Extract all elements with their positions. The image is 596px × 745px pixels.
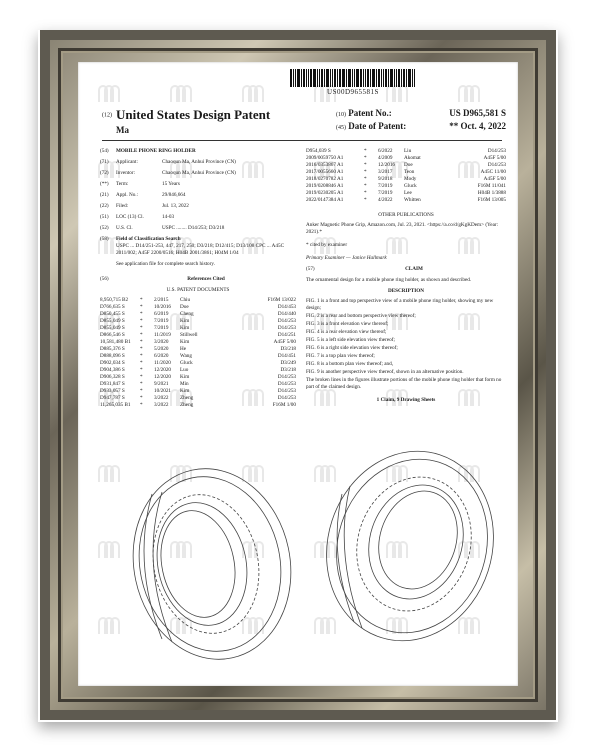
reference-d: 4/2009 [378,155,393,161]
classification-note: See application file for complete search history. [116,261,215,267]
reference-row [306,169,506,176]
reference-d: 11/2020 [154,360,171,366]
barcode-bar [334,69,336,87]
reference-no: 2018/0270782 A1 [306,176,344,182]
barcode-bar [346,69,347,87]
reference-k: * [140,304,143,310]
reference-k: * [140,346,143,352]
barcode-bar [324,69,325,87]
field-value: 29/846,664 [162,192,186,198]
references-list [100,297,296,409]
reference-row [100,339,296,346]
barcode-bar [310,69,312,87]
reference-no: D904,386 S [100,367,125,373]
reference-d: 2/2015 [154,297,169,303]
header-code: (12) [102,112,112,119]
field-value: Chaoqun Ma, Anhui Province (CN) [162,159,236,165]
reference-a: Whitten [404,197,421,203]
claim-code: (57) [306,266,315,272]
reference-d: 5/2020 [154,346,169,352]
reference-c: F16M 1/00 [272,402,296,408]
barcode-bar [337,69,338,87]
reference-no: D933,057 S [100,388,125,394]
reference-a: Kim [180,374,190,380]
field-code: (21) [100,192,109,198]
reference-a: Doe [404,162,413,168]
reference-k: * [140,318,143,324]
reference-no: D888,096 S [100,353,125,359]
reference-k: * [140,374,143,380]
claims-sheets-footer: 1 Claim, 9 Drawing Sheets [376,397,436,403]
barcode-bar [396,69,397,87]
date-label: Date of Patent: [348,121,407,131]
reference-row [100,297,296,304]
description-item: FIG. 2 is a rear and bottom perspective view thereof; [306,313,416,319]
reference-c: D14/253 [277,381,296,387]
reference-row [100,318,296,325]
reference-row [100,311,296,318]
field-label: Appl. No.: [116,192,139,198]
reference-a: Luo [180,367,189,373]
barcode-bar [406,69,407,87]
reference-row [100,353,296,360]
field-label: Field of Classification Search [116,236,181,242]
reference-k: * [364,197,367,203]
barcode-bar [349,69,351,87]
reference-row [306,197,506,204]
reference-row [306,183,506,190]
watermark-logo-icon [168,82,194,104]
reference-k: * [364,155,367,161]
reference-c: D14/253 [277,318,296,324]
description-item: FIG. 4 is a rear elevation view thereof; [306,329,387,335]
barcode-bar [342,69,345,87]
reference-a: Zheng [180,395,194,401]
reference-d: 7/2019 [154,325,169,331]
barcode-bar [356,69,359,87]
reference-d: 3/2017 [378,169,393,175]
description-item: FIG. 5 is a left side elevation view thereof; [306,337,395,343]
field-value: Chaoqun Ma, Anhui Province (CN) [162,170,236,176]
reference-d: 3/2022 [154,395,169,401]
barcode-bar [378,69,380,87]
reference-k: * [140,325,143,331]
barcode-bar [390,69,393,87]
reference-a: Gluck [180,360,193,366]
barcode-bar [401,69,402,87]
reference-row [100,346,296,353]
reference-k: * [140,395,143,401]
reference-no: 2019/0230205 A1 [306,190,344,196]
reference-no: D855,049 S [100,325,125,331]
reference-no: D866,546 S [100,332,125,338]
patent-number-row [336,108,506,118]
barcode-bar [365,69,366,87]
barcode-bar [317,69,318,87]
reference-c: D3/249 [280,360,296,366]
barcode-bar [367,69,369,87]
barcode-bar [339,69,341,87]
reference-d: 7/2019 [378,190,393,196]
reference-k: * [140,339,143,345]
reference-d: 6/2020 [154,353,169,359]
reference-d: 4/2022 [378,197,393,203]
barcode-bar [363,69,364,87]
patent-no-label: Patent No.: [348,108,392,118]
reference-k: * [140,332,143,338]
reference-no: D947,787 S [100,395,125,401]
reference-k: * [140,353,143,359]
reference-no: 2019/0208846 A1 [306,183,344,189]
field-code: (71) [100,159,109,165]
reference-k: * [140,381,143,387]
date-code: (45) [336,125,346,131]
barcode-bar [326,69,329,87]
reference-row [100,332,296,339]
reference-c: A45F 5/00 [483,176,506,182]
barcode-bar [376,69,377,87]
reference-c: D14/253 [277,374,296,380]
reference-c: D14/253 [277,325,296,331]
reference-no: D906,328 S [100,374,125,380]
description-item: The broken lines in the figures illustrate portions of the mobile phone ring holder that form no part of the claimed design. [306,377,502,390]
reference-c: D14/253 [487,162,506,168]
barcode-bar [394,69,395,87]
header-rule [102,140,502,141]
date-mark: ** [449,121,459,131]
barcode-bar [412,69,413,87]
reference-no: 10,581,480 B1 [100,339,131,345]
field-value: 15 Years [162,181,180,187]
barcode-bar [293,69,294,87]
reference-c: F16M 11/041 [477,183,506,189]
barcode-bar [403,69,405,87]
refs-subtitle: U.S. PATENT DOCUMENTS [166,287,230,293]
description-item: FIG. 7 is a top plan view thereof; [306,353,375,359]
reference-a: Lee [404,190,412,196]
barcode-bar [319,69,320,87]
barcode-bar [372,69,375,87]
description-item: FIG. 3 is a front elevation view thereof; [306,321,389,327]
reference-d: 6/2019 [154,311,169,317]
reference-row [100,367,296,374]
reference-row [100,374,296,381]
left-ring-figure [116,454,309,674]
reference-k: * [140,367,143,373]
claim-text: The ornamental design for a mobile phone ring holder, as shown and described. [306,277,472,283]
reference-d: 7/2019 [154,318,169,324]
reference-c: D14/253 [277,388,296,394]
reference-a: Wang [180,353,192,359]
reference-k: * [364,162,367,168]
field-value: MOBILE PHONE RING HOLDER [116,148,196,154]
barcode-bar [398,69,400,87]
patent-no-code: (10) [336,112,346,118]
reference-no: 11,265,035 B1 [100,402,131,408]
reference-row [100,381,296,388]
field-code: (58) [100,236,109,242]
reference-c: F16M 13/022 [267,297,296,303]
reference-no: D766,635 S [100,304,125,310]
description-item: FIG. 6 is a right side elevation view thereof; [306,345,398,351]
description-list [306,298,506,391]
barcode-bar [408,69,411,87]
barcode-bar [383,69,384,87]
primary-examiner: Primary Examiner — Janice Hallmark [306,255,387,261]
reference-d: 11/2019 [154,332,171,338]
reference-k: * [140,402,143,408]
patent-header-right [336,108,506,134]
reference-no: 2017/0055660 A1 [306,169,344,175]
reference-row [306,190,506,197]
reference-a: Doe [180,304,189,310]
barcode-bar [290,69,292,87]
field-value: Jul. 13, 2022 [162,203,189,209]
field-value: USPC ........ D14/253; D3/218 [162,225,225,231]
barcode-bar [295,69,296,87]
description-item: FIG. 8 is a bottom plan view thereof; and, [306,361,394,367]
barcode-bar [330,69,331,87]
reference-d: 9/2021 [154,381,169,387]
reference-a: Gluck [404,183,417,189]
description-item: FIG. 1 is a front and top perspective view of a mobile phone ring holder, showing my new design; [306,298,494,311]
description-item: FIG. 9 is another perspective view thereof, shown in an alternative position. [306,369,464,375]
field-label: Term: [116,181,129,187]
reference-a: Zheng [180,402,194,408]
field-code: (**) [100,181,109,187]
reference-k: * [140,388,143,394]
inventor-surname: Ma [116,125,129,135]
reference-row [306,155,506,162]
references-heading [100,276,296,283]
watermark-logo-icon [240,82,266,104]
field-code: (22) [100,203,109,209]
reference-c: D3/218 [280,346,296,352]
reference-d: 12/2016 [378,162,396,168]
reference-a: Kim [180,318,190,324]
field-label: LOC (13) Cl. [116,214,144,220]
reference-d: 7/2019 [378,183,393,189]
reference-a: Kim [180,339,190,345]
reference-a: Mody [404,176,417,182]
reference-no: 2016/0353867 A1 [306,162,344,168]
reference-k: * [364,148,367,154]
reference-no: D855,049 S [100,318,125,324]
field-label: Inventor: [116,170,136,176]
reference-row [100,395,296,402]
reference-c: A45F 5/00 [483,155,506,161]
reference-row [100,402,296,409]
barcode [290,69,416,87]
reference-a: Teon [404,169,415,175]
barcode-bar [354,69,355,87]
reference-c: A45C 11/00 [480,169,506,175]
reference-d: 3/2020 [154,339,169,345]
right-column [306,148,506,404]
reference-k: * [140,360,143,366]
bib-field [100,159,296,166]
bib-field [100,148,296,155]
reference-no: D954,039 S [306,148,331,154]
right-references-list [306,148,506,204]
ring-holder-drawing [92,434,502,674]
barcode-bar [352,69,353,87]
reference-no: 8,950,715 B2 [100,297,129,303]
refs-title: References Cited [187,276,225,282]
reference-row [100,360,296,367]
reference-d: 12/2020 [154,367,172,373]
reference-k: * [140,311,143,317]
reference-a: Liu [404,148,412,154]
patent-date: Oct. 4, 2022 [460,121,506,131]
barcode-bar [313,69,316,87]
reference-c: D14/440 [277,311,296,317]
reference-k: * [364,176,367,182]
claim-title: CLAIM [405,266,423,272]
bib-field [100,203,296,210]
description-title: DESCRIPTION [387,288,425,294]
reference-d: 12/2020 [154,374,172,380]
bib-field [100,225,296,232]
barcode-bar [308,69,309,87]
reference-d: 3/2022 [154,402,169,408]
bibliographic-fields [100,148,296,257]
barcode-bar [297,69,300,87]
field-label: Filed: [116,203,129,209]
reference-row [306,162,506,169]
field-value: 14-03 [162,214,175,220]
bib-field [100,192,296,199]
reference-a: Kim [180,388,190,394]
patent-title: United States Design Patent [116,107,271,122]
reference-row [306,176,506,183]
reference-k: * [364,183,367,189]
barcode-bar [301,69,302,87]
reference-no: D885,376 S [100,346,125,352]
bib-field [100,214,296,221]
barcode-number: US00D965581S [327,88,379,96]
reference-c: D14/253 [277,395,296,401]
reference-d: 10/2016 [154,304,172,310]
field-code: (72) [100,170,109,176]
field-label: Applicant: [116,159,138,165]
reference-c: D14/451 [277,353,296,359]
reference-c: H04B 1/3888 [477,190,506,196]
claim-heading [306,266,506,273]
field-value: USPC ... D14/251-253, 447, 217, 250; D3/218; D12/415; D13/108 CPC ... A45C 2011/002; A45F 2200/0516; H04B 2001/3861; H04M 1/04 [116,243,285,256]
bib-field [100,181,296,188]
barcode-bar [360,69,362,87]
barcode-bar [306,69,307,87]
reference-a: Chiu [180,297,191,303]
reference-c: A45F 5/00 [273,339,296,345]
watermark-logo-icon [456,82,482,104]
cited-by-examiner: * cited by examiner [306,242,348,248]
reference-c: D14/453 [277,304,296,310]
reference-c: D3/218 [280,367,296,373]
barcode-bar [321,69,323,87]
reference-a: Akomat [404,155,421,161]
barcode-bar [303,69,305,87]
reference-k: * [364,169,367,175]
reference-d: 6/2022 [378,148,393,154]
field-label: U.S. Cl. [116,225,133,231]
patent-sheet [78,62,518,686]
watermark-logo-icon [96,82,122,104]
field-code: (52) [100,225,109,231]
barcode-bar [370,69,371,87]
reference-d: 10/2021 [154,388,172,394]
reference-a: Cheng [180,311,194,317]
reference-d: 9/2018 [378,176,393,182]
reference-no: 2009/0059750 A1 [306,155,344,161]
barcode-bar [332,69,333,87]
reference-row [100,304,296,311]
reference-no: D850,455 S [100,311,125,317]
reference-row [100,325,296,332]
barcode-bar [414,69,415,87]
reference-a: He [180,346,187,352]
other-publications-title: OTHER PUBLICATIONS [378,212,434,218]
reference-a: Stillwell [180,332,198,338]
field-code: (51) [100,214,109,220]
reference-no: D931,847 S [100,381,125,387]
reference-row [306,148,506,155]
right-ring-figure [302,434,502,663]
barcode-bar [381,69,382,87]
patent-header-left [102,106,270,135]
field-code: (54) [100,148,109,154]
other-publications-text: Anker Magnetic Phone Grip, Amazon.com, Jul. 23, 2021. <https://a.co/d/gKgKDem> (Year: 2021).* [306,222,499,235]
reference-c: F16M 13/005 [477,197,506,203]
barcode-bar [385,69,387,87]
reference-k: * [140,297,143,303]
date-row [336,121,506,131]
left-column [100,148,296,409]
bib-field [100,236,296,257]
barcode-bar [348,69,349,87]
reference-no: D902,034 S [100,360,125,366]
reference-k: * [364,190,367,196]
refs-code: (56) [100,276,109,282]
reference-row [100,388,296,395]
reference-no: 2022/0147384 A1 [306,197,344,203]
bib-field [100,170,296,177]
reference-a: Kim [180,325,190,331]
reference-a: Min [180,381,189,387]
reference-c: D14/253 [487,148,506,154]
reference-c: D14/251 [277,332,296,338]
barcode-bar [388,69,389,87]
patent-number: US D965,581 S [449,108,506,118]
